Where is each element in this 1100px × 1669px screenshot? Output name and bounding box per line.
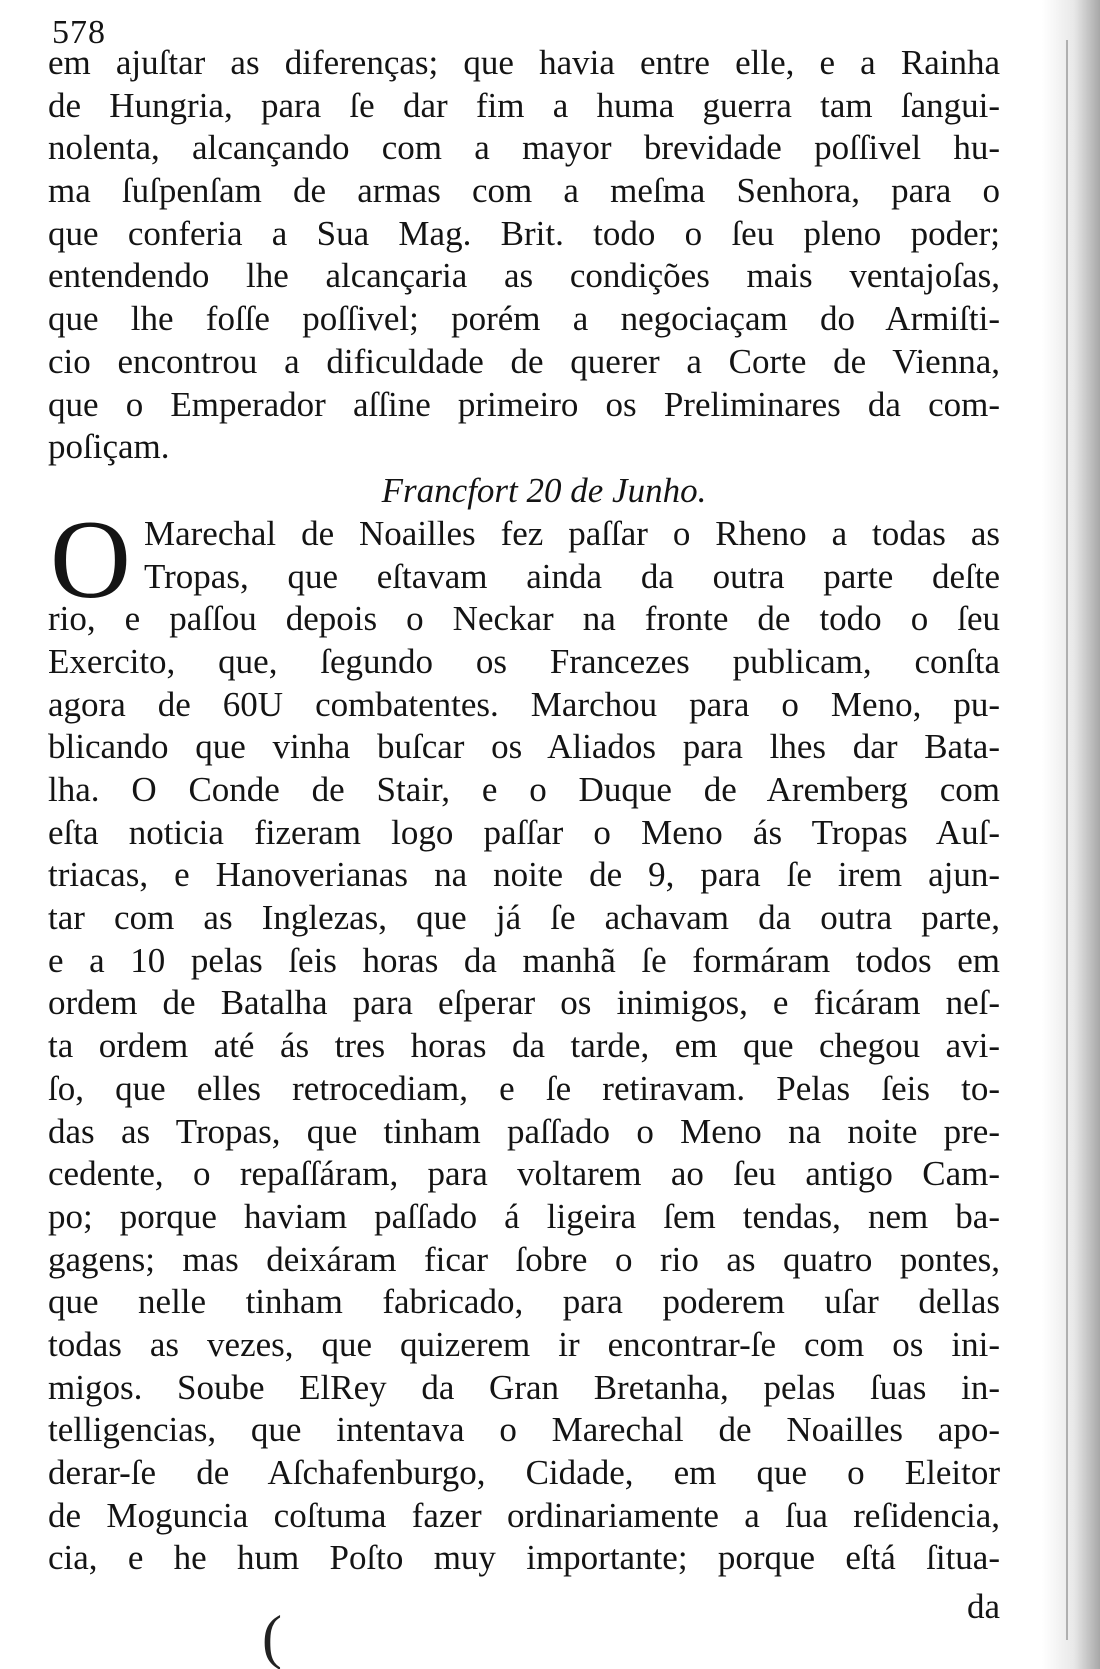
news-paragraph: [48, 497, 1000, 1580]
text-line: que conferia a Sua Mag. Brit. todo o ſeu pleno poder;: [48, 213, 1000, 253]
text-line: e a 10 pelas ſeis horas da manhã ſe formáram todos em: [48, 940, 1000, 980]
text-line: tar com as Inglezas, que já ſe achavam da outra parte,: [48, 898, 1000, 938]
page-number: 578: [52, 14, 106, 51]
text-line: telligencias, que intentava o Marechal de Noailles apo-: [48, 1410, 1000, 1450]
text-line: entendendo lhe alcançaria as condições mais ventajoſas,: [48, 256, 1000, 296]
text-line: derar-ſe de Aſchafenburgo, Cidade, em que o Eleitor: [48, 1453, 1000, 1492]
text-line: ordem de Batalha para eſperar os inimigos, e ficáram neſ-: [48, 983, 1000, 1023]
text-line: po; porque haviam paſſado á ligeira ſem tendas, nem ba-: [48, 1196, 1000, 1236]
text-line: em ajuſtar as diferenças; que havia entre elle, e a Rainha: [48, 43, 1000, 82]
text-line: que o Emperador aſſine primeiro os Preliminares da com-: [48, 384, 1000, 424]
text-line: agora de 60U combatentes. Marchou para o Meno, pu-: [48, 684, 1000, 724]
text-line: ma ſuſpenſam de armas com a meſma Senhora, para o: [48, 171, 1000, 211]
text-line: gagens; mas deixáram ficar ſobre o rio as quatro pontes,: [48, 1239, 1000, 1279]
text-line: cedente, o repaſſáram, para voltarem ao ſeu antigo Cam-: [48, 1154, 1000, 1194]
text-line: de Moguncia coſtuma fazer ordinariamente a ſua reſidencia,: [48, 1495, 1000, 1535]
text-line: que nelle tinham fabricado, para poderem uſar dellas: [48, 1282, 1000, 1322]
text-line: poſiçam.: [48, 427, 170, 467]
text-line: nolenta, alcançando com a mayor brevidade poſſivel hu-: [48, 128, 1000, 168]
text-line: blicando que vinha buſcar os Aliados para lhes dar Bata-: [48, 727, 1000, 767]
text-line: lha. O Conde de Stair, e o Duque de Aremberg com: [48, 770, 1000, 809]
text-line: Marechal de Noailles fez paſſar o Rheno a todas as: [144, 513, 1000, 553]
page-gutter-shadow: [1042, 0, 1100, 1669]
page-fold-line: [1066, 40, 1068, 1640]
paragraph-continued: [48, 42, 1000, 469]
text-line: Exercito, que, ſegundo os Francezes publicam, conſta: [48, 641, 1000, 681]
text-line: Tropas, que eſtavam ainda da outra parte deſte: [144, 556, 1000, 596]
text-line: ta ordem até ás tres horas da tarde, em que chegou avi-: [48, 1026, 1000, 1066]
dateline-heading: Francfort 20 de Junho.: [381, 470, 707, 510]
ink-mark: (: [262, 1604, 282, 1669]
text-line: que lhe foſſe poſſivel; porém a negociaçam do Armiſti-: [48, 299, 1000, 339]
text-line: rio, e paſſou depois o Neckar na fronte de todo o ſeu: [48, 599, 1000, 639]
drop-cap: O: [50, 497, 131, 622]
text-line: triacas, e Hanoverianas na noite de 9, para ſe irem ajun-: [48, 855, 1000, 895]
text-line: cio encontrou a dificuldade de querer a Corte de Vienna,: [48, 341, 1000, 381]
text-line: de Hungria, para ſe dar fim a huma guerra tam ſangui-: [48, 85, 1000, 125]
text-column: [48, 42, 1000, 1580]
text-line: das as Tropas, que tinham paſſado o Meno na noite pre-: [48, 1111, 1000, 1151]
text-line: todas as vezes, que quizerem ir encontrar-ſe com os ini-: [48, 1324, 1000, 1364]
catchword: da: [966, 1587, 1000, 1626]
text-line: cia, e he hum Poſto muy importante; porque eſtá ſitua-: [48, 1538, 1000, 1578]
text-line: migos. Soube ElRey da Gran Bretanha, pelas ſuas in-: [48, 1367, 1000, 1407]
text-line: eſta noticia fizeram logo paſſar o Meno ás Tropas Auſ-: [48, 812, 1000, 852]
text-line: ſo, que elles retrocediam, e ſe retiravam. Pelas ſeis to-: [48, 1068, 1000, 1108]
